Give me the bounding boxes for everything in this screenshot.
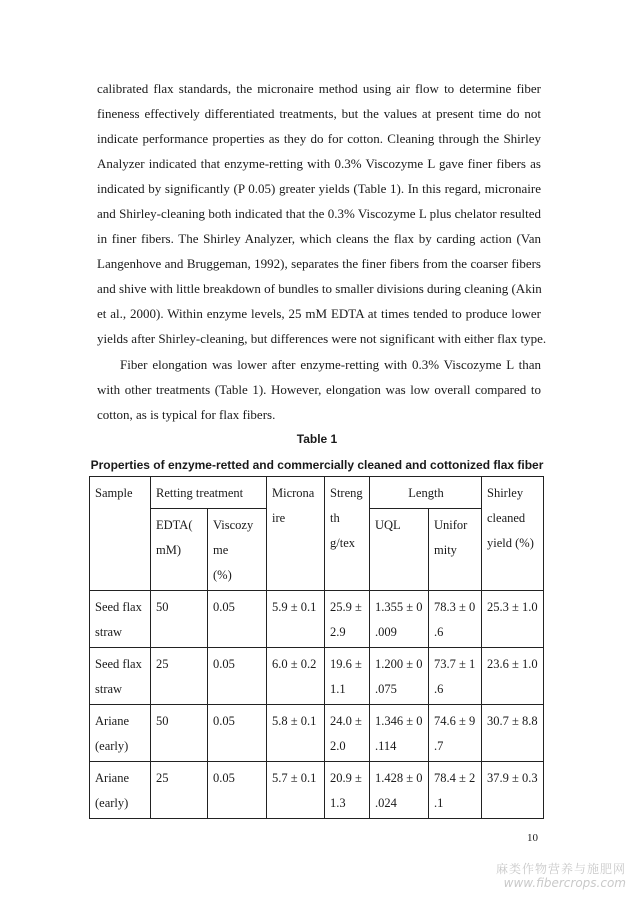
page-number: 10	[527, 832, 538, 844]
text-line: and Shirley-cleaning both indicated that the 0.3% Viscozyme L plus chelator resulted	[97, 206, 541, 221]
cell-text: 1.346 ± 0	[375, 714, 423, 728]
cell-text: Seed flax	[95, 657, 142, 671]
watermark-site-url: www.fibercrops.com	[503, 876, 626, 890]
cell-text: .009	[375, 625, 397, 639]
text-line: calibrated flax standards, the micronaire method using air flow to determine fiber	[97, 81, 541, 96]
watermark-site-name: 麻类作物营养与施肥网	[495, 862, 626, 876]
cell-viscozyme	[208, 648, 267, 705]
table-label: Table 1	[296, 432, 338, 446]
cell-text: 5.9 ± 0.1	[272, 600, 317, 614]
cell-text: Ariane	[95, 714, 130, 728]
header-uql: UQL	[370, 509, 429, 591]
cell-text: 30.7 ± 8.8	[487, 714, 538, 728]
cell-text: 25	[156, 771, 169, 785]
cell-text: 0.05	[213, 657, 235, 671]
header-text-line: mity	[434, 543, 457, 557]
cell-viscozyme	[208, 591, 267, 648]
header-text-line: Streng	[330, 486, 363, 500]
cell-strength	[325, 705, 370, 762]
table-title: Properties of enzyme-retted and commercially cleaned and cottonized flax fiber	[90, 458, 544, 472]
cell-uniformity	[429, 591, 482, 648]
cell-text: 19.6 ±	[330, 657, 362, 671]
cell-text: 73.7 ± 1	[434, 657, 476, 671]
header-text-line: th	[330, 511, 340, 525]
text-line: in finer fibers. The Shirley Analyzer, which cleans the flax by carding action (Van	[97, 231, 541, 246]
header-viscozyme	[208, 509, 267, 591]
cell-uniformity	[429, 648, 482, 705]
header-text-line: cleaned	[487, 511, 526, 525]
text-line: Analyzer indicated that enzyme-retting with 0.3% Viscozyme L gave finer fibers as	[97, 156, 541, 171]
text-line: et al., 2000). Within enzyme levels, 25 mM EDTA at times tended to produce lower	[97, 306, 541, 321]
header-retting-treatment: Retting treatment	[151, 477, 267, 509]
header-shirley-cleaned-yield	[482, 477, 544, 591]
text-line: and shive with little breakdown of bundles to smaller divisions during cleaning (Akin	[97, 281, 542, 296]
header-length: Length	[370, 477, 482, 509]
text-line: Langenhove and Bruggeman, 1992), separates the finer fibers from the coarser fibers	[97, 256, 541, 271]
cell-text: 78.4 ± 2	[434, 771, 476, 785]
cell-text: 20.9 ±	[330, 771, 362, 785]
header-text-line: Microna	[272, 486, 315, 500]
cell-text: 2.0	[330, 739, 346, 753]
cell-text: 6.0 ± 0.2	[272, 657, 317, 671]
cell-text: (early)	[95, 739, 129, 753]
cell-text: 1.200 ± 0	[375, 657, 423, 671]
cell-text: 5.8 ± 0.1	[272, 714, 317, 728]
text-line: Fiber elongation was lower after enzyme-retting with 0.3% Viscozyme L than	[120, 357, 541, 372]
table-row	[90, 648, 544, 705]
cell-micronaire	[267, 648, 325, 705]
cell-uql	[370, 648, 429, 705]
header-text-line: mM)	[156, 543, 181, 557]
cell-shirley	[482, 762, 544, 819]
cell-uql	[370, 591, 429, 648]
cell-text: 50	[156, 714, 169, 728]
text-line: indicate performance properties as they do for cotton. Cleaning through the Shirley	[97, 131, 541, 146]
header-sample: Sample	[90, 477, 151, 591]
header-text-line: yield (%)	[487, 536, 534, 550]
cell-strength	[325, 648, 370, 705]
cell-strength	[325, 591, 370, 648]
cell-text: .6	[434, 625, 444, 639]
cell-text: (early)	[95, 796, 129, 810]
cell-text: straw	[95, 625, 123, 639]
site-watermark	[496, 862, 626, 890]
cell-uql	[370, 762, 429, 819]
cell-text: 25.3 ± 1.0	[487, 600, 538, 614]
header-text-line: ire	[272, 511, 286, 525]
cell-micronaire	[267, 705, 325, 762]
header-text-line: Viscozy	[213, 518, 254, 532]
cell-text: .1	[434, 796, 444, 810]
cell-uniformity	[429, 762, 482, 819]
cell-text: 1.355 ± 0	[375, 600, 423, 614]
cell-text: 24.0 ±	[330, 714, 362, 728]
cell-edta	[151, 591, 208, 648]
header-text-line: EDTA(	[156, 518, 193, 532]
cell-text: 2.9	[330, 625, 346, 639]
paragraph-fiber-elongation	[97, 352, 541, 427]
header-text-line: me	[213, 543, 229, 557]
paragraph-fiber-fineness	[97, 76, 547, 351]
cell-text: Seed flax	[95, 600, 142, 614]
cell-text: 1.1	[330, 682, 346, 696]
cell-text: 1.3	[330, 796, 346, 810]
header-text-line: Shirley	[487, 486, 524, 500]
cell-text: .6	[434, 682, 444, 696]
cell-text: .024	[375, 796, 397, 810]
cell-text: .7	[434, 739, 444, 753]
header-strength	[325, 477, 370, 591]
text-line: yields after Shirley-cleaning, but differences were not significant with either flax type.	[97, 331, 547, 346]
header-edta	[151, 509, 208, 591]
cell-sample	[90, 591, 151, 648]
cell-sample	[90, 705, 151, 762]
text-line: indicated by significantly (P 0.05) greater yields (Table 1). In this regard, micronaire	[97, 181, 541, 196]
cell-text: .075	[375, 682, 397, 696]
table-row	[90, 762, 544, 819]
table-row	[90, 705, 544, 762]
properties-table	[89, 476, 544, 819]
cell-uniformity	[429, 705, 482, 762]
header-text-line: g/tex	[330, 536, 355, 550]
table-header-row-1	[90, 477, 544, 509]
cell-text: 5.7 ± 0.1	[272, 771, 317, 785]
cell-shirley	[482, 591, 544, 648]
cell-edta	[151, 648, 208, 705]
cell-text: 1.428 ± 0	[375, 771, 423, 785]
cell-edta	[151, 705, 208, 762]
cell-text: 50	[156, 600, 169, 614]
cell-text: 0.05	[213, 600, 235, 614]
cell-shirley	[482, 705, 544, 762]
cell-sample	[90, 762, 151, 819]
cell-text: Ariane	[95, 771, 130, 785]
header-uniformity	[429, 509, 482, 591]
cell-text: 0.05	[213, 714, 235, 728]
cell-text: straw	[95, 682, 123, 696]
cell-text: 0.05	[213, 771, 235, 785]
text-line: cotton, as is typical for flax fibers.	[97, 407, 276, 422]
cell-strength	[325, 762, 370, 819]
cell-text: 37.9 ± 0.3	[487, 771, 538, 785]
cell-edta	[151, 762, 208, 819]
cell-text: 78.3 ± 0	[434, 600, 476, 614]
header-micronaire	[267, 477, 325, 591]
cell-text: 25	[156, 657, 169, 671]
text-line: with other treatments (Table 1). However, elongation was low overall compared to	[97, 382, 541, 397]
header-text-line: Unifor	[434, 518, 468, 532]
text-line: fineness effectively differentiated treatments, but the values at present time do not	[97, 106, 541, 121]
table-row	[90, 591, 544, 648]
cell-text: 23.6 ± 1.0	[487, 657, 538, 671]
cell-text: 74.6 ± 9	[434, 714, 476, 728]
cell-text: 25.9 ±	[330, 600, 362, 614]
header-text-line: (%)	[213, 568, 232, 582]
cell-text: .114	[375, 739, 397, 753]
cell-micronaire	[267, 591, 325, 648]
cell-micronaire	[267, 762, 325, 819]
cell-shirley	[482, 648, 544, 705]
cell-uql	[370, 705, 429, 762]
cell-viscozyme	[208, 705, 267, 762]
cell-sample	[90, 648, 151, 705]
cell-viscozyme	[208, 762, 267, 819]
